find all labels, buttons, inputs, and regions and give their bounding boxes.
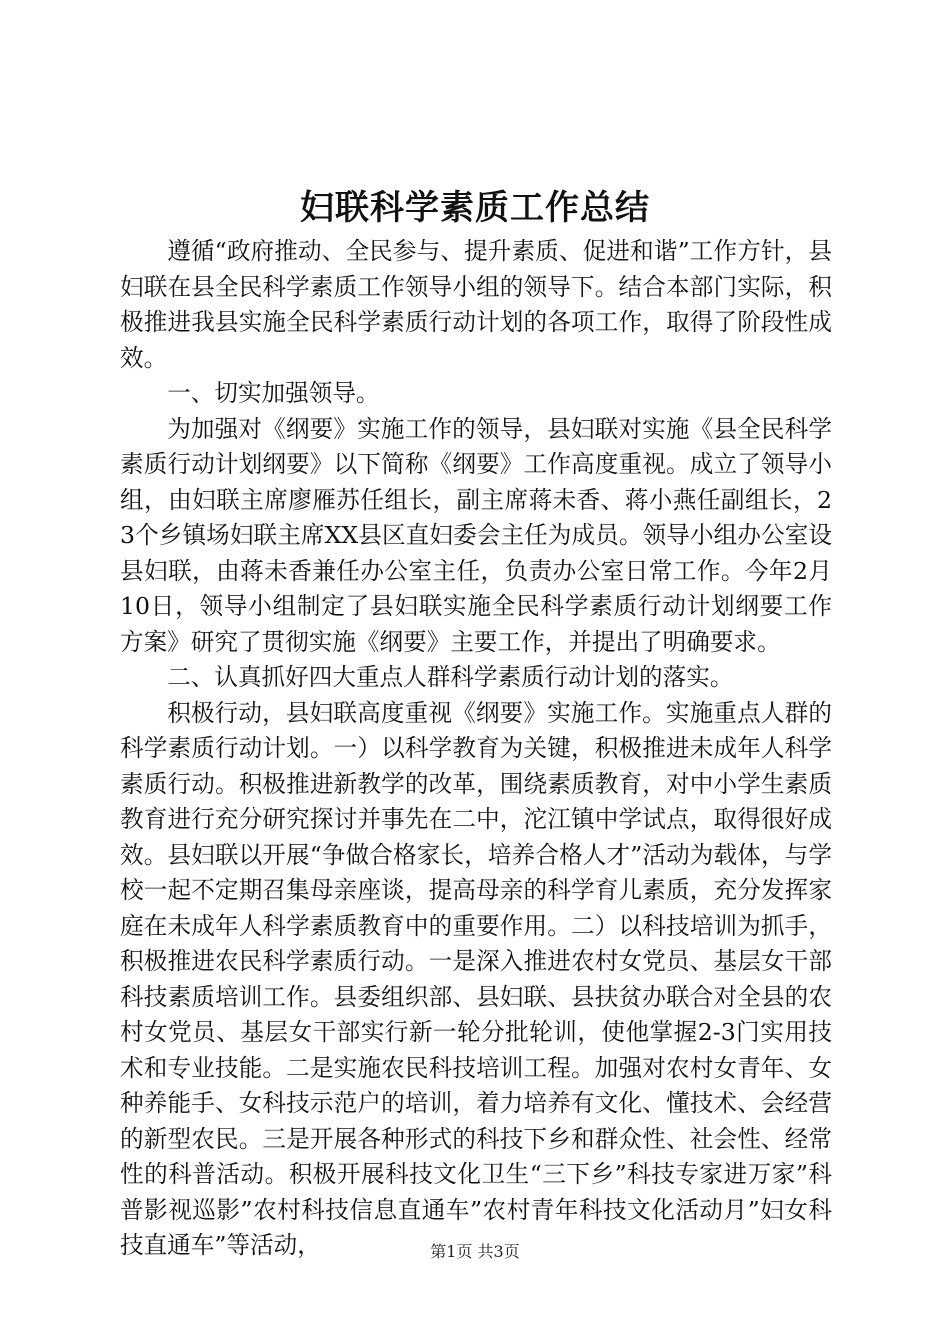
page-number-footer: 第1页 共3页 — [430, 1242, 520, 1261]
paragraph-leadership: 为加强对《纲要》实施工作的领导，县妇联对实施《县全民科学素质行动计划纲要》以下简称《纲要》工作高度重视。成立了领导小组，由妇联主席廖雁苏任组长，副主席蒋未香、蒋小燕任副组长，23个乡镇场妇联主席XX县区直妇委会主任为成员。领导小组办公室设县妇联，由蒋未香兼任办公室主任，负责办公室日常工作。今年2月10日，领导小组制定了县妇联实施全民科学素质行动计划纲要工作方案》研究了贯彻实施《纲要》主要工作，并提出了明确要求。 — [120, 414, 832, 656]
section-heading-2: 二、认真抓好四大重点人群科学素质行动计划的落实。 — [167, 663, 734, 691]
paragraph-intro: 遵循“政府推动、全民参与、提升素质、促进和谐”工作方针，县妇联在县全民科学素质工作领导小组的领导下。结合本部门实际，积极推进我县实施全民科学素质行动计划的各项工作，取得了阶段性成效。 — [120, 237, 832, 372]
section-heading-1: 一、切实加强领导。 — [167, 379, 380, 407]
document-title: 妇联科学素质工作总结 — [300, 188, 650, 228]
document-body — [120, 234, 832, 1264]
paragraph-actions: 积极行动，县妇联高度重视《纲要》实施工作。实施重点人群的科学素质行动计划。一）以科学教育为关键，积极推进未成年人科学素质行动。积极推进新教学的改革，围绕素质教育，对中小学生素质教育进行充分研究探讨并事先在二中，沱江镇中学试点，取得很好成效。县妇联以开展“争做合格家长，培养合格人才”活动为载体，与学校一起不定期召集母亲座谈，提高母亲的科学育儿素质，充分发挥家庭在未成年人科学素质教育中的重要作用。二）以科技培训为抓手，积极推进农民科学素质行动。一是深入推进农村女党员、基层女干部科技素质培训工作。县委组织部、县妇联、县扶贫办联合对全县的农村女党员、基层女干部实行新一轮分批轮训，使他掌握2-3门实用技术和专业技能。二是实施农民科技培训工程。加强对农村女青年、女种养能手、女科技示范户的培训，着力培养有文化、懂技术、会经营的新型农民。三是开展各种形式的科技下乡和群众性、社会性、经常性的科普活动。积极开展科技文化卫生“三下乡”科技专家进万家”科普影视巡影”农村科技信息直通车”农村青年科技文化活动月”妇女科技直通车”等活动， — [120, 698, 832, 1259]
